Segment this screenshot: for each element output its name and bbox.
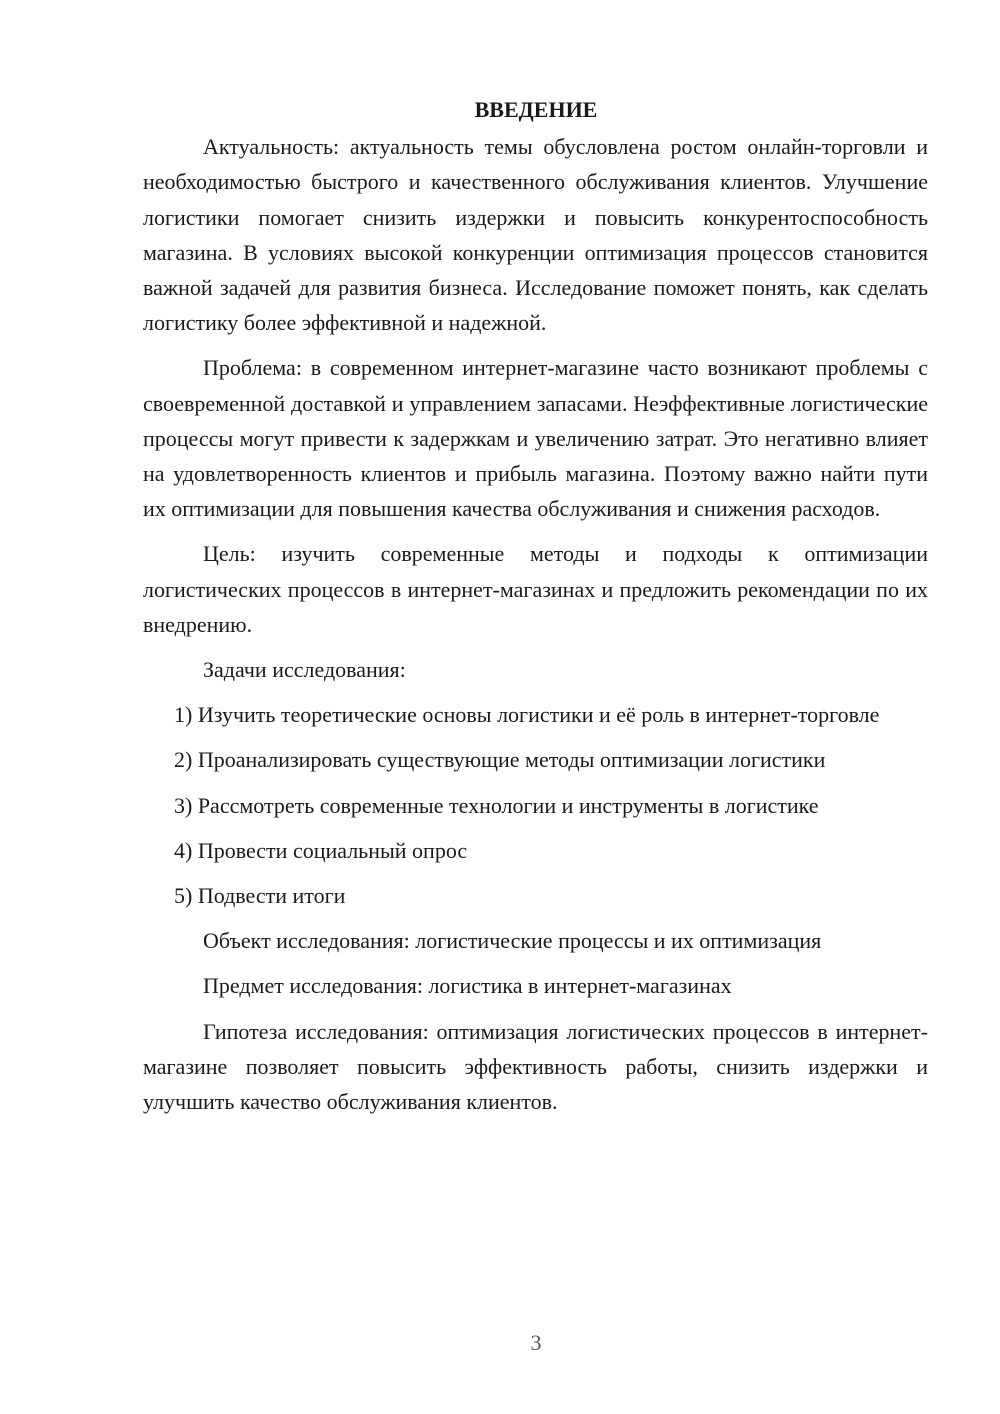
paragraph-relevance: Актуальность: актуальность темы обусловлена ростом онлайн-торговли и необходимостью быстрого и качественного обслуживания клиентов. Улучшение логистики помогает снизить издержки и повысить конкурентоспособность магазина. В условиях высокой конкуренции оптимизация процессов становится важной задачей для развития бизнеса. Исследование поможет понять, как сделать логистику более эффективной и надежной. (143, 134, 928, 336)
section-title: ВВЕДЕНИЕ (474, 97, 598, 122)
paragraph-hypothesis: Гипотеза исследования: оптимизация логистических процессов в интернет-магазине позволяет повысить эффективность работы, снизить издержки и улучшить качество обслуживания клиентов. (143, 1018, 928, 1115)
task-item-1: 1) Изучить теоретические основы логистики и её роль в интернет-торговле (174, 702, 880, 728)
paragraph-subject: Предмет исследования: логистика в интернет-магазинах (203, 973, 732, 999)
paragraph-problem: Проблема: в современном интернет-магазине часто возникают проблемы с своевременной доставкой и управлением запасами. Неэффективные логистические процессы могут привести к задержкам и увеличению затрат. Это негативно влияет на удовлетворенность клиентов и прибыль магазина. Поэтому важно найти пути их оптимизации для повышения качества обслуживания и снижения расходов. (143, 355, 928, 522)
paragraph-object: Объект исследования: логистические процессы и их оптимизация (203, 928, 822, 954)
paragraph-goal: Цель: изучить современные методы и подходы к оптимизации логистических процессов в интернет-магазинах и предложить рекомендации по их внедрению. (143, 541, 928, 637)
page-number: 3 (530, 1330, 542, 1355)
task-item-3: 3) Рассмотреть современные технологии и инструменты в логистике (174, 792, 819, 818)
tasks-heading: Задачи исследования: (203, 657, 406, 683)
page-body (143, 92, 928, 1129)
task-item-2: 2) Проанализировать существующие методы оптимизации логистики (174, 747, 826, 773)
task-item-5: 5) Подвести итоги (174, 883, 346, 909)
task-item-4: 4) Провести социальный опрос (174, 837, 468, 863)
